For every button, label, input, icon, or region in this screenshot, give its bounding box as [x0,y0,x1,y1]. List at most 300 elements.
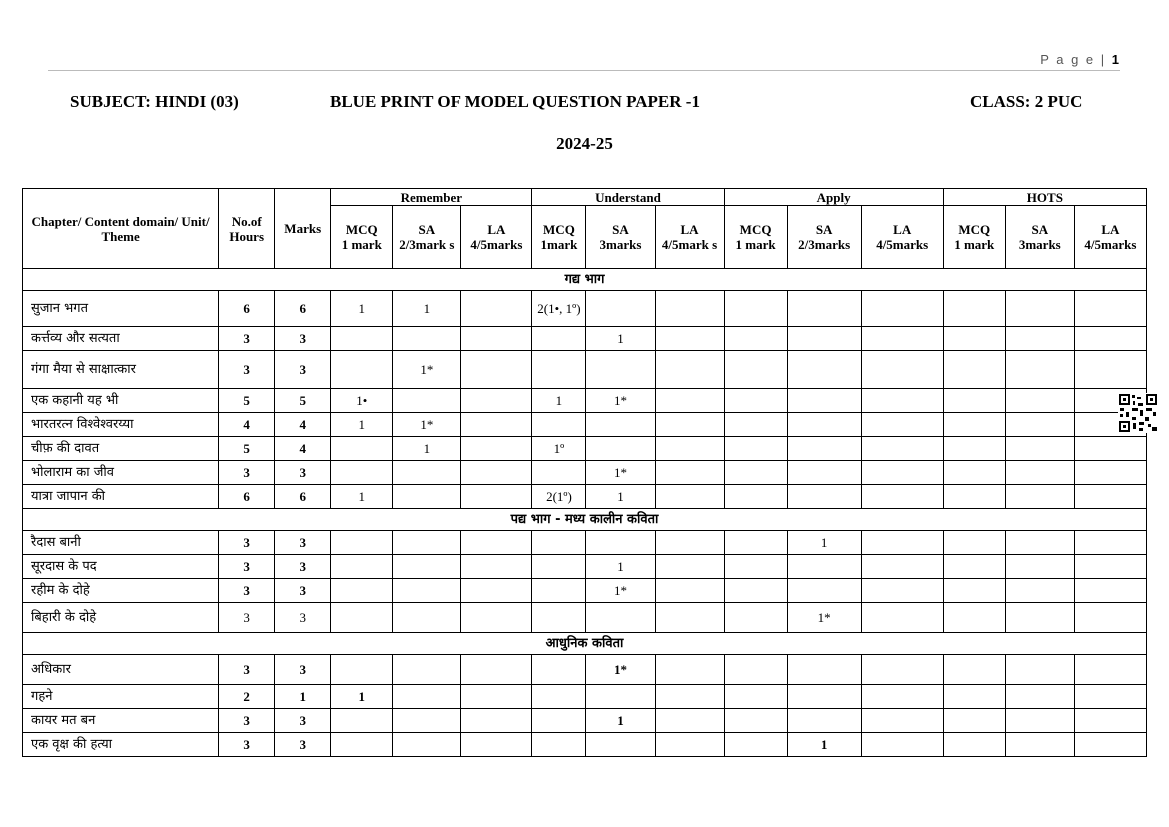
question-cell [943,437,1005,461]
question-cell [393,655,461,685]
group-header-hots: HOTS [943,189,1146,206]
question-cell [943,413,1005,437]
question-cell [1005,413,1074,437]
question-cell [724,291,787,327]
question-cell [1005,685,1074,709]
question-cell [861,685,943,709]
question-cell [1074,351,1146,389]
chapter-marks: 3 [275,655,331,685]
question-cell [724,579,787,603]
question-cell [724,603,787,633]
question-cell [655,709,724,733]
question-cell [461,555,532,579]
question-cell [943,555,1005,579]
question-cell [1005,327,1074,351]
question-cell [532,327,586,351]
sub-header-type: SA [418,222,436,237]
sub-header-marks: 2/3marks [798,237,851,252]
chapter-marks: 6 [275,291,331,327]
sub-header-type: LA [893,222,912,237]
question-cell [331,655,393,685]
question-cell [393,485,461,509]
sub-header-marks: 1 mark [735,237,776,252]
question-cell [393,733,461,757]
sub-header-type: LA [487,222,506,237]
question-cell [1005,709,1074,733]
section-title: पद्य भाग - मध्य कालीन कविता [23,509,1147,531]
section-title: गद्य भाग [23,269,1147,291]
sub-header-7 [787,206,861,269]
col-header-marks: Marks [275,189,331,269]
chapter-marks: 4 [275,413,331,437]
question-cell [1074,327,1146,351]
question-cell: 1 [393,437,461,461]
chapter-name: सूरदास के पद [23,555,219,579]
sub-header-type: SA [1031,222,1049,237]
question-cell [331,709,393,733]
sub-header-3 [532,206,586,269]
sub-header-8 [861,206,943,269]
question-cell [655,327,724,351]
question-cell [461,291,532,327]
table-row [23,555,1147,579]
sub-header-0 [331,206,393,269]
sub-header-marks: 4/5marks [876,237,929,252]
sub-header-4 [586,206,655,269]
chapter-name: कायर मत बन [23,709,219,733]
question-cell [724,709,787,733]
chapter-name: गहने [23,685,219,709]
question-cell [331,351,393,389]
chapter-name: कर्त्तव्य और सत्यता [23,327,219,351]
section-row [23,633,1147,655]
sub-header-9 [943,206,1005,269]
chapter-name: सुजान भगत [23,291,219,327]
question-cell [655,351,724,389]
question-cell [724,655,787,685]
question-cell [1005,655,1074,685]
question-cell [943,733,1005,757]
sub-header-marks: 4/5marks [470,237,523,252]
question-cell [724,461,787,485]
question-cell [1074,685,1146,709]
question-cell [1074,437,1146,461]
sub-header-11 [1074,206,1146,269]
question-cell [943,485,1005,509]
document-title: BLUE PRINT OF MODEL QUESTION PAPER -1 [330,92,700,111]
chapter-name: भारतरत्न विश्वेश्वरय्या [23,413,219,437]
question-cell [655,413,724,437]
sub-header-marks: 3marks [1018,237,1061,252]
chapter-marks: 6 [275,485,331,509]
question-cell [532,351,586,389]
question-cell [586,437,655,461]
question-cell: 1* [586,579,655,603]
question-cell: 1* [586,655,655,685]
sub-header-2 [461,206,532,269]
sub-header-1 [393,206,461,269]
question-cell [393,685,461,709]
chapter-hours: 3 [219,461,275,485]
section-title: आधुनिक कविता [23,633,1147,655]
question-cell [724,389,787,413]
sub-header-type: LA [680,222,699,237]
sub-header-marks: 1 mark [341,237,382,252]
chapter-marks: 3 [275,579,331,603]
question-cell: 1* [787,603,861,633]
question-cell: 1* [393,413,461,437]
question-cell [787,709,861,733]
question-cell [861,531,943,555]
sub-header-marks: 1mark [540,237,578,252]
question-cell [787,351,861,389]
chapter-hours: 5 [219,389,275,413]
question-cell: 1 [586,555,655,579]
table-body [23,269,1147,757]
question-cell [655,461,724,485]
question-cell: 1 [331,685,393,709]
question-cell [655,655,724,685]
question-cell [861,351,943,389]
question-cell [787,413,861,437]
chapter-name: यात्रा जापान की [23,485,219,509]
question-cell [787,655,861,685]
question-cell [461,603,532,633]
question-cell [393,531,461,555]
table-row [23,685,1147,709]
question-cell [655,389,724,413]
question-cell [861,413,943,437]
question-cell [532,709,586,733]
chapter-name: गंगा मैया से साक्षात्कार [23,351,219,389]
question-cell [861,485,943,509]
question-cell [943,685,1005,709]
question-cell: 1 [532,389,586,413]
question-cell [1005,389,1074,413]
question-cell [1005,603,1074,633]
question-cell [393,327,461,351]
question-cell [943,709,1005,733]
chapter-marks: 3 [275,709,331,733]
section-row [23,269,1147,291]
question-cell [532,531,586,555]
table-row [23,291,1147,327]
chapter-hours: 3 [219,531,275,555]
question-cell [724,327,787,351]
question-cell [861,603,943,633]
chapter-name: एक कहानी यह भी [23,389,219,413]
question-cell [943,327,1005,351]
chapter-hours: 6 [219,485,275,509]
question-cell: 1 [331,413,393,437]
question-cell [861,733,943,757]
question-cell [1005,437,1074,461]
table-row [23,327,1147,351]
question-cell [331,579,393,603]
sub-header-marks: 3marks [599,237,642,252]
question-cell [331,603,393,633]
chapter-marks: 3 [275,461,331,485]
chapter-marks: 3 [275,555,331,579]
question-cell [461,437,532,461]
question-cell: 1 [586,327,655,351]
group-header-understand: Understand [532,189,724,206]
chapter-hours: 3 [219,733,275,757]
chapter-hours: 3 [219,351,275,389]
question-cell [331,531,393,555]
sub-header-6 [724,206,787,269]
question-cell: 1 [586,709,655,733]
question-cell [586,291,655,327]
question-cell [1005,461,1074,485]
question-cell [655,437,724,461]
chapter-name: भोलाराम का जीव [23,461,219,485]
question-cell: 1 [586,485,655,509]
table-row [23,389,1147,413]
question-cell [787,437,861,461]
question-cell [655,685,724,709]
sub-header-type: LA [1101,222,1120,237]
question-cell [724,437,787,461]
question-cell [393,603,461,633]
question-cell [1074,461,1146,485]
question-cell [1005,485,1074,509]
question-cell [532,555,586,579]
sub-header-marks: 1 mark [954,237,995,252]
chapter-marks: 3 [275,531,331,555]
question-cell [655,291,724,327]
question-cell: 2(1•, 1º) [532,291,586,327]
question-cell [1005,291,1074,327]
question-cell [861,389,943,413]
question-cell [724,733,787,757]
question-cell [861,327,943,351]
question-cell [943,603,1005,633]
chapter-hours: 4 [219,413,275,437]
chapter-marks: 5 [275,389,331,413]
question-cell [861,437,943,461]
question-cell [586,351,655,389]
academic-year: 2024-25 [556,134,613,153]
chapter-name: अधिकार [23,655,219,685]
question-cell [1005,555,1074,579]
question-cell [461,733,532,757]
chapter-hours: 3 [219,555,275,579]
chapter-name: बिहारी के दोहे [23,603,219,633]
question-cell [532,461,586,485]
qr-code-icon [1118,393,1158,433]
chapter-name: एक वृक्ष की हत्या [23,733,219,757]
chapter-name: रैदास बानी [23,531,219,555]
table-row [23,733,1147,757]
question-cell [861,655,943,685]
question-cell [461,579,532,603]
question-cell [787,291,861,327]
question-cell [331,327,393,351]
question-cell [787,461,861,485]
question-cell [724,351,787,389]
question-cell [461,655,532,685]
question-cell [461,351,532,389]
question-cell [943,389,1005,413]
class-heading: CLASS: 2 PUC [970,92,1083,111]
question-cell [861,461,943,485]
question-cell [461,709,532,733]
chapter-hours: 5 [219,437,275,461]
question-cell [943,461,1005,485]
question-cell [787,327,861,351]
question-cell [532,685,586,709]
question-cell [724,531,787,555]
blueprint-table [22,188,1147,757]
question-cell [1074,555,1146,579]
col-header-chapter: Chapter/ Content domain/ Unit/ Theme [23,189,219,269]
sub-header-5 [655,206,724,269]
question-cell [1074,709,1146,733]
question-cell [331,437,393,461]
chapter-hours: 3 [219,579,275,603]
question-cell [393,555,461,579]
question-cell [724,685,787,709]
question-cell: 1 [787,531,861,555]
question-cell: 1* [586,389,655,413]
chapter-hours: 2 [219,685,275,709]
question-cell [331,733,393,757]
question-cell [655,555,724,579]
question-cell: 1 [331,291,393,327]
chapter-hours: 6 [219,291,275,327]
chapter-name: चीफ़ की दावत [23,437,219,461]
chapter-marks: 1 [275,685,331,709]
question-cell [461,413,532,437]
sub-header-marks: 4/5mark s [661,237,718,252]
question-cell [393,389,461,413]
question-cell: 1 [787,733,861,757]
chapter-name: रहीम के दोहे [23,579,219,603]
question-cell: 1º [532,437,586,461]
question-cell: 2(1º) [532,485,586,509]
question-cell [331,461,393,485]
table-row [23,531,1147,555]
page-number: P a g e | 1 [1040,52,1119,67]
question-cell [532,413,586,437]
question-cell: 1• [331,389,393,413]
subject-heading: SUBJECT: HINDI (03) [70,92,239,111]
sub-header-type: SA [612,222,629,237]
question-cell: 1 [393,291,461,327]
table-row [23,709,1147,733]
sub-header-type: MCQ [345,222,378,237]
question-cell [461,531,532,555]
table-row [23,655,1147,685]
question-cell [1074,733,1146,757]
col-header-hours: No.of Hours [219,189,275,269]
question-cell [655,485,724,509]
question-cell [532,579,586,603]
question-cell [461,485,532,509]
question-cell [461,327,532,351]
question-cell [586,685,655,709]
question-cell [655,579,724,603]
question-cell [1074,485,1146,509]
table-row [23,351,1147,389]
question-cell [943,655,1005,685]
sub-header-type: MCQ [739,222,772,237]
question-cell [461,461,532,485]
question-cell [461,389,532,413]
question-cell [532,733,586,757]
sub-header-type: SA [815,222,833,237]
question-cell [787,485,861,509]
table-row [23,603,1147,633]
question-cell [393,709,461,733]
question-cell [724,485,787,509]
question-cell: 1* [586,461,655,485]
sub-header-type: MCQ [958,222,991,237]
question-cell [1074,603,1146,633]
sub-header-type: MCQ [543,222,575,237]
question-cell [655,531,724,555]
group-header-remember: Remember [331,189,532,206]
question-cell [787,389,861,413]
chapter-hours: 3 [219,327,275,351]
question-cell [532,655,586,685]
table-row [23,579,1147,603]
question-cell [655,603,724,633]
question-cell [787,555,861,579]
sub-header-marks: 4/5marks [1084,237,1137,252]
question-cell [724,413,787,437]
question-cell [1074,291,1146,327]
chapter-marks: 3 [275,733,331,757]
chapter-marks: 3 [275,327,331,351]
table-row [23,485,1147,509]
sub-header-10 [1005,206,1074,269]
question-cell [787,685,861,709]
chapter-marks: 4 [275,437,331,461]
question-cell [586,733,655,757]
question-cell: 1 [331,485,393,509]
question-cell [943,531,1005,555]
question-cell [943,579,1005,603]
question-cell: 1* [393,351,461,389]
group-header-apply: Apply [724,189,943,206]
question-cell [943,351,1005,389]
question-cell [1005,351,1074,389]
question-cell [586,603,655,633]
question-cell [943,291,1005,327]
question-cell [1005,733,1074,757]
question-cell [532,603,586,633]
question-cell [861,555,943,579]
sub-header-marks: 2/3mark s [399,237,455,252]
question-cell [787,579,861,603]
chapter-hours: 3 [219,655,275,685]
question-cell [1074,579,1146,603]
chapter-hours: 3 [219,709,275,733]
table-row [23,461,1147,485]
question-cell [861,291,943,327]
question-cell [655,733,724,757]
table-row [23,413,1147,437]
chapter-marks: 3 [275,351,331,389]
section-row [23,509,1147,531]
question-cell [861,579,943,603]
question-cell [393,461,461,485]
question-cell [393,579,461,603]
question-cell [861,709,943,733]
chapter-hours: 3 [219,603,275,633]
